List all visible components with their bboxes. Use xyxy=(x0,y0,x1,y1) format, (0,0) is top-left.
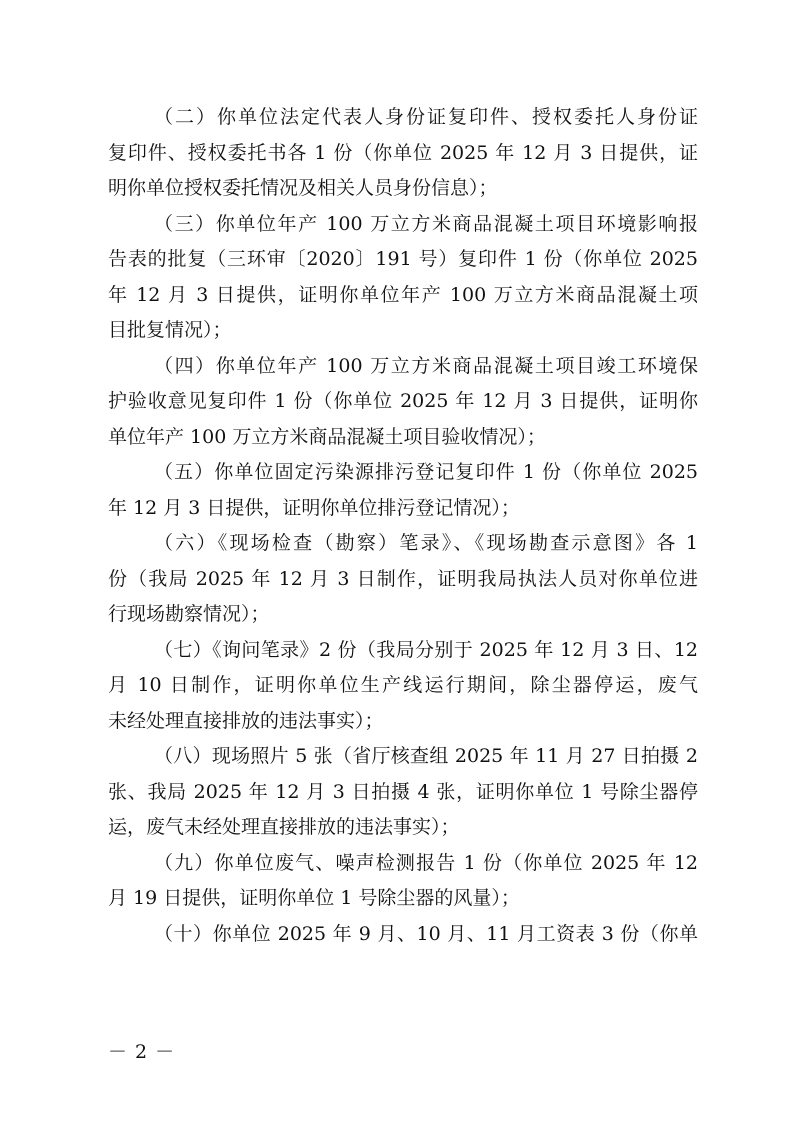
paragraph-item-8-line-2: 张、我局 2025 年 12 月 3 日拍摄 4 张，证明你单位 1 号除尘器停 xyxy=(108,780,698,803)
paragraph-item-4-line-3: 单位年产 100 万立方米商品混凝土项目验收情况）； xyxy=(108,425,546,448)
paragraph-item-3-line-1: （三）你单位年产 100 万立方米商品混凝土项目环境影响报 xyxy=(154,212,698,235)
paragraph-item-7-line-1: （七）《询问笔录》2 份（我局分别于 2025 年 12 月 3 日、12 xyxy=(154,638,698,661)
paragraph-item-3-line-4: 目批复情况）； xyxy=(108,319,232,341)
paragraph-item-5-line-2: 年 12 月 3 日提供，证明你单位排污登记情况）； xyxy=(108,496,520,519)
paragraph-item-6-line-3: 行现场勘察情况）； xyxy=(108,603,270,625)
page-number: － 2 － xyxy=(108,1041,176,1063)
paragraph-item-2-line-1: （二）你单位法定代表人身份证复印件、授权委托人身份证 xyxy=(154,106,698,128)
paragraph-item-4-line-2: 护验收意见复印件 1 份（你单位 2025 年 12 月 3 日提供，证明你 xyxy=(108,390,698,412)
paragraph-item-10-line-1: （十）你单位 2025 年 9 月、10 月、11 月工资表 3 份（你单 xyxy=(154,922,698,945)
paragraph-item-7-line-3: 未经处理直接排放的违法事实）； xyxy=(108,709,384,732)
paragraph-item-6-line-1: （六）《现场检查（勘察）笔录》、《现场勘查示意图》各 1 xyxy=(154,532,698,554)
paragraph-item-9-line-2: 月 19 日提供，证明你单位 1 号除尘器的风量）； xyxy=(108,887,520,909)
paragraph-item-3-line-2: 告表的批复（三环审〔2020〕191 号）复印件 1 份（你单位 2025 xyxy=(108,248,698,270)
paragraph-item-3-line-3: 年 12 月 3 日提供，证明你单位年产 100 万立方米商品混凝土项 xyxy=(108,283,698,306)
document-body xyxy=(108,100,698,952)
paragraph-item-5-line-1: （五）你单位固定污染源排污登记复印件 1 份（你单位 2025 xyxy=(154,461,698,483)
paragraph-item-9-line-1: （九）你单位废气、噪声检测报告 1 份（你单位 2025 年 12 xyxy=(154,851,698,874)
paragraph-item-2-line-2: 复印件、授权委托书各 1 份（你单位 2025 年 12 月 3 日提供，证 xyxy=(108,141,698,164)
paragraph-item-6-line-2: 份（我局 2025 年 12 月 3 日制作，证明我局执法人员对你单位进 xyxy=(108,567,698,590)
paragraph-item-8-line-3: 运，废气未经处理直接排放的违法事实）； xyxy=(108,816,460,838)
paragraph-item-7-line-2: 月 10 日制作，证明你单位生产线运行期间，除尘器停运，废气 xyxy=(108,674,698,696)
paragraph-item-4-line-1: （四）你单位年产 100 万立方米商品混凝土项目竣工环境保 xyxy=(154,354,698,377)
paragraph-item-2-line-3: 明你单位授权委托情况及相关人员身份信息）； xyxy=(108,177,498,199)
paragraph-item-8-line-1: （八）现场照片 5 张（省厅核查组 2025 年 11 月 27 日拍摄 2 xyxy=(154,745,698,767)
